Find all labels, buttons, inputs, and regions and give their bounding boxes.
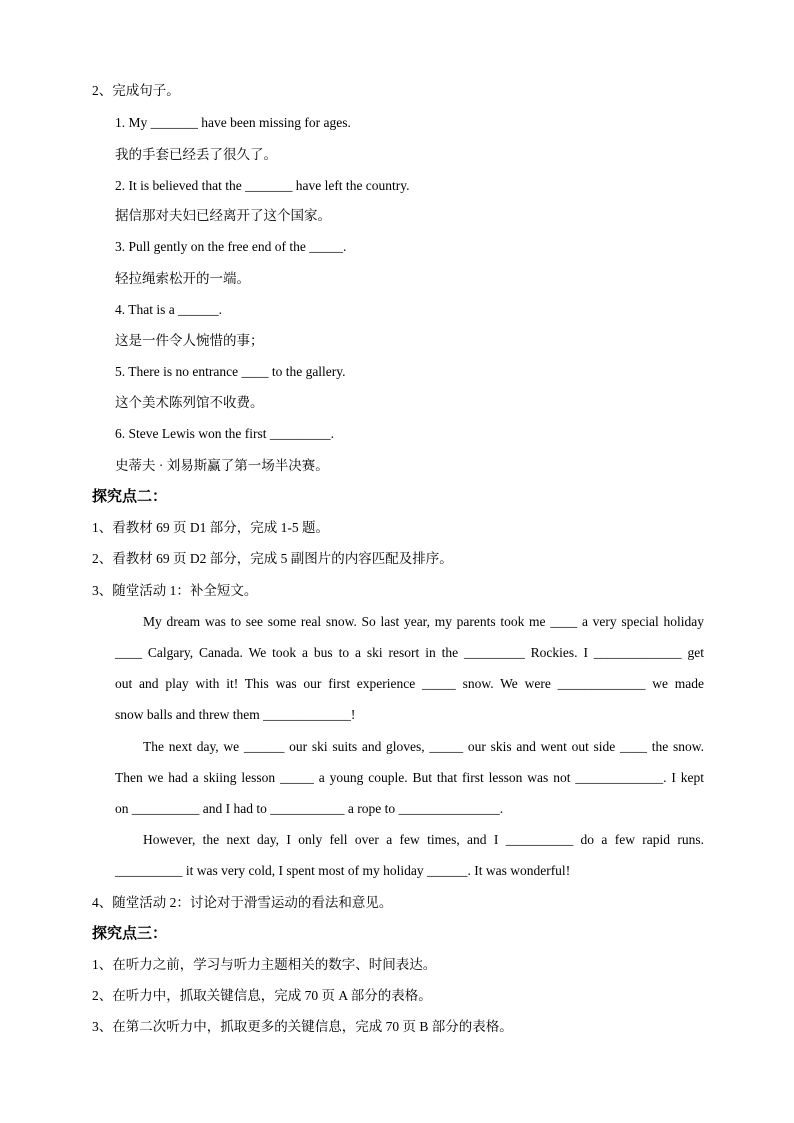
explore-point-3-heading: 探究点三：	[92, 926, 168, 942]
passage-line: My dream was to see some real snow. So last year, my parents took me ____ a very special holiday	[143, 614, 704, 629]
passage-line: snow balls and threw them _____________!	[115, 707, 356, 722]
explore3-item-3: 3、在第二次听力中，抓取更多的关键信息，完成 70 页 B 部分的表格。	[92, 1019, 513, 1034]
sentence-1-en: 1. My _______ have been missing for ages.	[115, 115, 351, 130]
sentence-5-en: 5. There is no entrance ____ to the gallery.	[115, 364, 346, 379]
sentence-5-zh: 这个美术陈列馆不收费。	[115, 395, 264, 410]
sentence-3-en: 3. Pull gently on the free end of the _____.	[115, 239, 347, 254]
explore3-item-1: 1、在听力之前，学习与听力主题相关的数字、时间表达。	[92, 957, 437, 972]
sentence-3-zh: 轻拉绳索松开的一端。	[115, 271, 250, 286]
passage-line: out and play with it! This was our first experience _____ snow. We were _____________ we made	[115, 676, 704, 691]
passage-line: __________ it was very cold, I spent most of my holiday ______. It was wonderful!	[115, 863, 571, 878]
sentence-1-zh: 我的手套已经丢了很久了。	[115, 147, 277, 162]
passage-line: However, the next day, I only fell over a few times, and I __________ do a few rapid runs.	[143, 832, 704, 847]
explore2-item-4: 4、随堂活动 2：讨论对于滑雪运动的看法和意见。	[92, 895, 393, 910]
explore2-item-1: 1、看教材 69 页 D1 部分，完成 1-5 题。	[92, 520, 329, 535]
sentence-4-zh: 这是一件令人惋惜的事；	[115, 333, 264, 348]
explore-point-2-heading: 探究点二：	[92, 489, 168, 505]
section-heading-complete-sentences: 2、完成句子。	[92, 83, 180, 98]
passage-line: Then we had a skiing lesson _____ a young couple. But that first lesson was not _____________. I kept	[115, 770, 704, 785]
passage-line: ____ Calgary, Canada. We took a bus to a ski resort in the _________ Rockies. I _____________ get	[115, 645, 704, 660]
sentence-2-en: 2. It is believed that the _______ have left the country.	[115, 178, 410, 193]
explore2-item-3: 3、随堂活动 1：补全短文。	[92, 583, 258, 598]
passage-line: on __________ and I had to ___________ a rope to _______________.	[115, 801, 504, 816]
sentence-6-en: 6. Steve Lewis won the first _________.	[115, 426, 334, 441]
explore2-item-2: 2、看教材 69 页 D2 部分，完成 5 副图片的内容匹配及排序。	[92, 551, 453, 566]
passage-line: The next day, we ______ our ski suits and gloves, _____ our skis and went out side ____ the snow.	[143, 739, 704, 754]
sentence-2-zh: 据信那对夫妇已经离开了这个国家。	[115, 208, 331, 223]
sentence-4-en: 4. That is a ______.	[115, 302, 222, 317]
explore3-item-2: 2、在听力中，抓取关键信息，完成 70 页 A 部分的表格。	[92, 988, 432, 1003]
sentence-6-zh: 史蒂夫 · 刘易斯赢了第一场半决赛。	[115, 458, 329, 473]
